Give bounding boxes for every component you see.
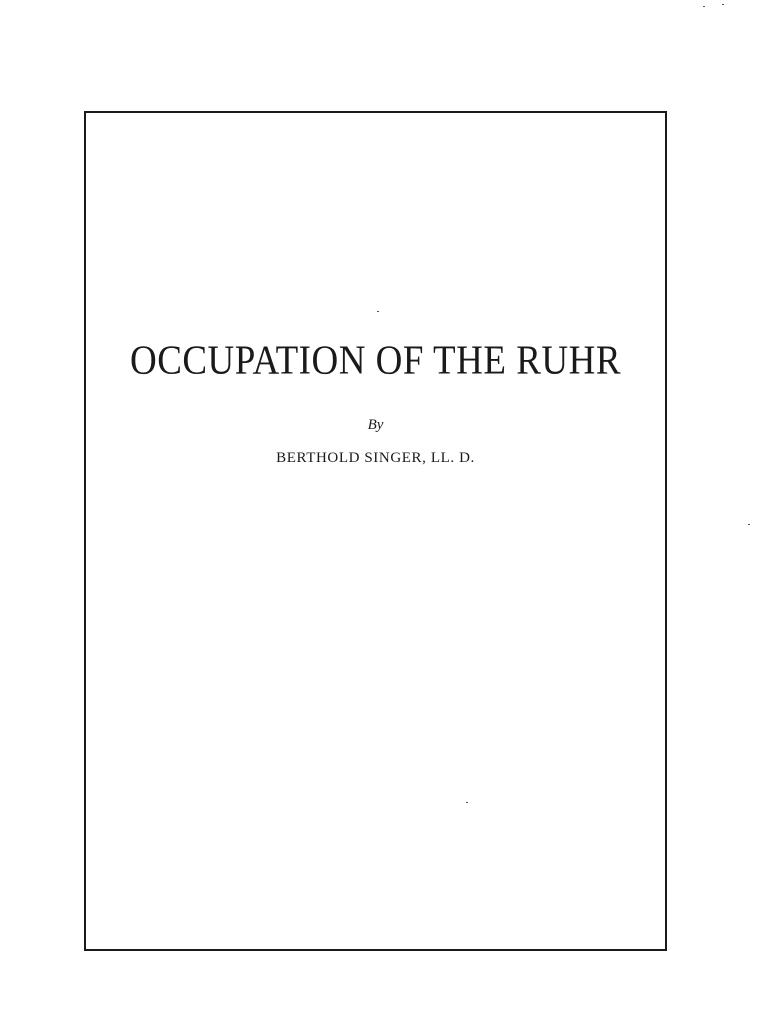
scan-speck xyxy=(703,6,705,7)
scan-speck xyxy=(466,802,468,803)
byline-label: By xyxy=(367,417,384,433)
author-name: BERTHOLD SINGER, LL. D. xyxy=(276,450,475,466)
document-title: OCCUPATION OF THE RUHR xyxy=(129,337,622,384)
scan-speck xyxy=(377,311,379,312)
page-border-frame xyxy=(84,111,667,951)
scan-speck xyxy=(748,524,750,525)
scan-speck xyxy=(722,4,724,5)
